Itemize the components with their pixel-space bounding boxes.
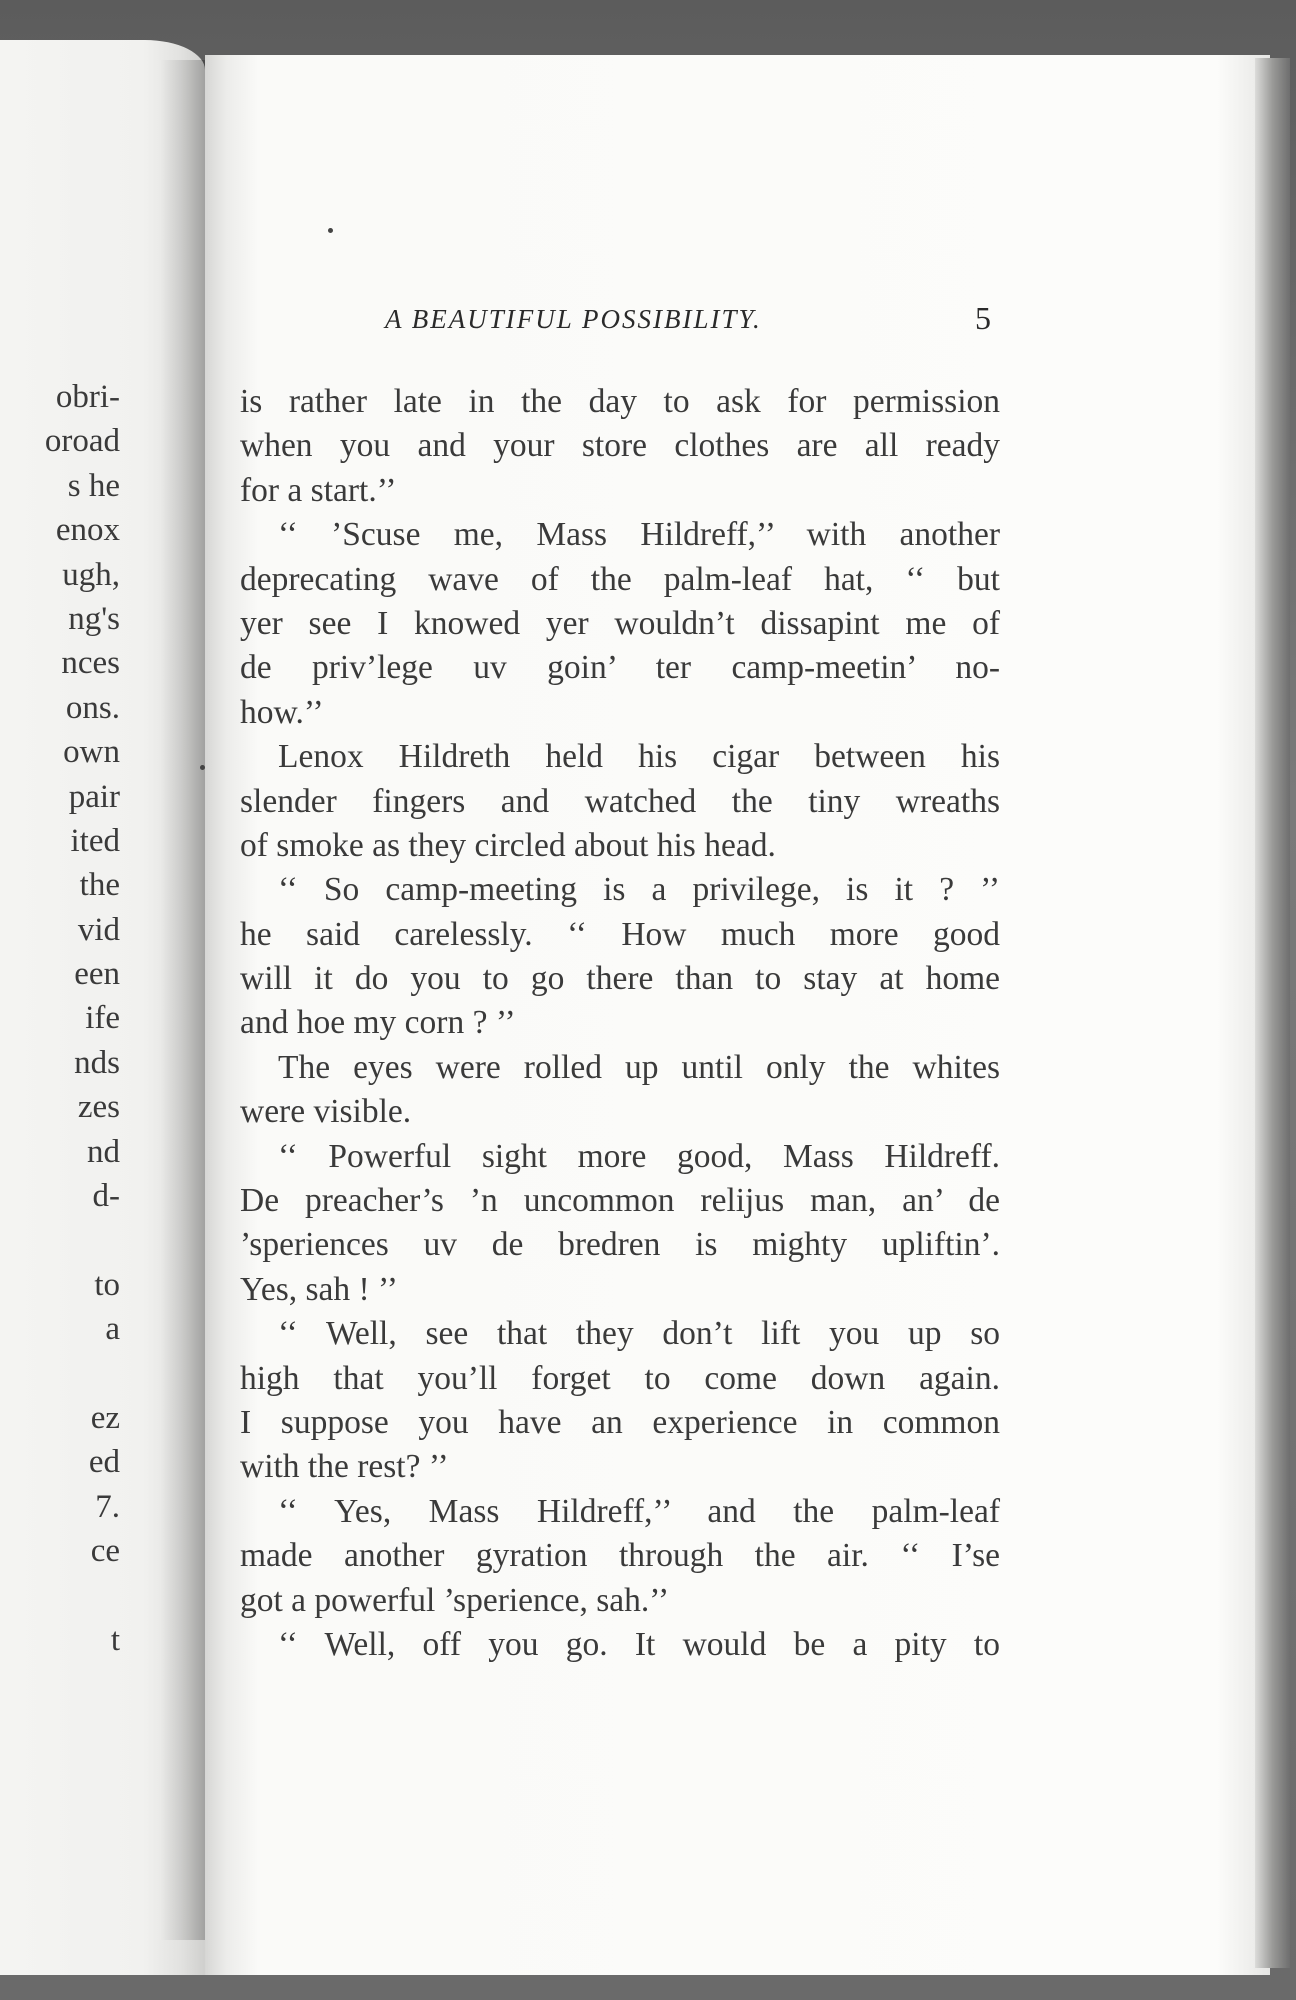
text-line: ‘‘ ’Scuse me, Mass Hildreff,’’ with another <box>278 516 1000 554</box>
left-line: d- <box>92 1178 120 1215</box>
left-line: ife <box>85 1000 120 1037</box>
text-line: Yes, sah ! ’’ <box>240 1270 398 1308</box>
text-line: he said carelessly. ‘‘ How much more good <box>240 915 1000 953</box>
text-line: made another gyration through the air. ‘‘ I’se <box>240 1537 1000 1575</box>
left-line: oroad <box>44 423 120 460</box>
text-line: with the rest? ’’ <box>240 1448 449 1486</box>
text-line: ‘‘ Powerful sight more good, Mass Hildreff. <box>278 1137 1000 1175</box>
text-line: is rather late in the day to ask for permission <box>240 383 1000 420</box>
ink-speck <box>200 765 205 770</box>
text-line: De preacher’s ’n uncommon relijus man, an’ de <box>240 1182 1000 1220</box>
left-line <box>0 1574 120 1618</box>
left-line: ng's <box>68 600 120 637</box>
left-line: ez <box>90 1399 120 1436</box>
text-line: when you and your store clothes are all ready <box>240 427 1000 465</box>
left-line: ed <box>88 1444 120 1481</box>
left-line: 7. <box>95 1488 120 1525</box>
text-line: Lenox Hildreth held his cigar between his <box>278 738 1000 776</box>
left-line: vid <box>77 911 120 948</box>
text-line: ‘‘ So camp-meeting is a privilege, is it ? ’’ <box>278 871 1000 909</box>
text-line: high that you’ll forget to come down again. <box>240 1359 1000 1397</box>
left-line: een <box>74 956 120 993</box>
text-line: for a start.’’ <box>240 471 397 509</box>
left-line <box>0 1218 120 1262</box>
left-line: own <box>63 734 120 771</box>
left-line: enox <box>55 512 120 549</box>
left-line: to <box>94 1266 120 1303</box>
left-page-text <box>0 375 120 1662</box>
left-line <box>0 1352 120 1396</box>
text-line: of smoke as they circled about his head. <box>240 826 776 864</box>
text-line: ‘‘ Well, see that they don’t lift you up so <box>278 1315 1000 1353</box>
text-line: ’speriences uv de bredren is mighty upliftin’. <box>240 1226 1000 1264</box>
left-line: nd <box>87 1133 120 1170</box>
text-line: how.’’ <box>240 693 324 731</box>
text-line: I suppose you have an experience in common <box>240 1403 1000 1441</box>
left-line: nds <box>74 1044 120 1081</box>
page-number: 5 <box>975 300 991 336</box>
left-line: ce <box>90 1533 120 1570</box>
left-line: the <box>79 867 120 904</box>
body-text <box>240 380 1000 1667</box>
left-line: nces <box>61 645 120 682</box>
left-line: obri- <box>55 379 120 415</box>
text-line: ‘‘ Well, off you go. It would be a pity to <box>278 1625 1000 1663</box>
text-line: will it do you to go there than to stay at home <box>240 960 1000 998</box>
left-line: t <box>110 1621 120 1658</box>
page-edge <box>1255 58 1290 1968</box>
text-line: slender fingers and watched the tiny wreaths <box>240 782 1000 820</box>
gutter-shadow <box>160 60 205 1940</box>
left-line: ugh, <box>62 556 120 593</box>
left-line: zes <box>77 1089 120 1126</box>
left-line: ited <box>70 822 120 859</box>
running-head: A BEAUTIFUL POSSIBILITY. <box>385 304 762 334</box>
text-line: and hoe my corn ? ’’ <box>240 1004 516 1042</box>
text-line: de priv’lege uv goin’ ter camp-meetin’ no- <box>240 649 1000 687</box>
text-line: The eyes were rolled up until only the whites <box>278 1048 1000 1086</box>
left-line: ons. <box>65 689 120 726</box>
ink-speck <box>328 228 333 233</box>
left-line: a <box>105 1311 120 1348</box>
left-line: s he <box>67 467 120 504</box>
left-line: pair <box>68 778 120 815</box>
text-line: got a powerful ’sperience, sah.’’ <box>240 1581 670 1619</box>
text-line: were visible. <box>240 1093 412 1131</box>
text-line: ‘‘ Yes, Mass Hildreff,’’ and the palm-leaf <box>278 1492 1000 1530</box>
text-line: deprecating wave of the palm-leaf hat, ‘‘ but <box>240 560 1000 598</box>
text-line: yer see I knowed yer wouldn’t dissapint me of <box>240 604 1000 642</box>
